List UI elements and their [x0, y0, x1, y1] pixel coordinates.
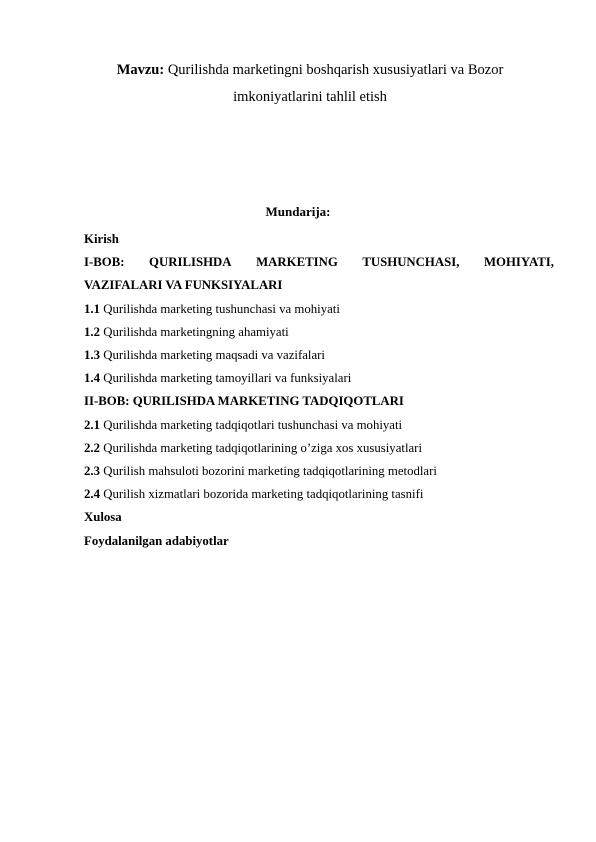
toc-item — [84, 321, 554, 344]
toc-item — [84, 460, 554, 483]
chapter-1-word: I-BOB: — [84, 255, 125, 270]
topic-title — [84, 57, 536, 111]
table-of-contents — [84, 228, 554, 553]
toc-item-text: Qurilishda marketing tadqiqotlari tushunchasi va mohiyati — [103, 417, 403, 432]
toc-conclusion: Xulosa — [84, 510, 122, 525]
toc-item-number: 1.2 — [84, 324, 100, 339]
toc-item-text: Qurilish mahsuloti bozorini marketing tadqiqotlarining metodlari — [103, 464, 437, 479]
toc-chapter-1-line-1 — [84, 251, 554, 274]
toc-chapter-1-line-2: VAZIFALARI VA FUNKSIYALARI — [84, 278, 283, 293]
toc-item-text: Qurilish xizmatlari bozorida marketing tadqiqotlarining tasnifi — [103, 487, 424, 502]
topic-label: Mavzu: — [116, 62, 165, 78]
toc-heading: Mundarija: — [265, 204, 331, 219]
toc-item-number: 1.3 — [84, 348, 100, 363]
toc-item-text: Qurilishda marketing tadqiqotlarining o’ziga xos xususiyatlari — [103, 440, 422, 455]
topic-title-line-2: imkoniyatlarini tahlil etish — [233, 89, 387, 105]
toc-item-number: 1.1 — [84, 301, 100, 316]
toc-item-text: Qurilishda marketing tamoyillari va funksiyalari — [103, 371, 352, 386]
toc-references: Foydalanilgan adabiyotlar — [84, 533, 229, 548]
toc-item — [84, 414, 554, 437]
toc-item-number: 2.1 — [84, 417, 100, 432]
toc-item — [84, 344, 554, 367]
topic-title-line-1 — [84, 57, 536, 84]
toc-item-text: Qurilishda marketingning ahamiyati — [103, 324, 289, 339]
toc-item-number: 2.4 — [84, 487, 100, 502]
topic-text-1: Qurilishda marketingni boshqarish xususiyatlari va Bozor — [167, 62, 504, 78]
toc-item — [84, 367, 554, 390]
chapter-1-word: QURILISHDA — [149, 255, 232, 270]
chapter-1-word: MARKETING — [256, 255, 338, 270]
toc-item — [84, 483, 554, 506]
chapter-1-word: MOHIYATI, — [483, 255, 554, 270]
chapter-1-word: TUSHUNCHASI, — [362, 255, 460, 270]
toc-item-number: 2.2 — [84, 440, 100, 455]
toc-item — [84, 298, 554, 321]
toc-item — [84, 437, 554, 460]
toc-item-text: Qurilishda marketing tushunchasi va mohiyati — [103, 301, 340, 316]
toc-item-text: Qurilishda marketing maqsadi va vazifalari — [103, 348, 325, 363]
toc-intro: Kirish — [84, 232, 119, 246]
toc-item-number: 2.3 — [84, 464, 100, 479]
toc-chapter-2: II-BOB: QURILISHDA MARKETING TADQIQOTLARI — [84, 394, 404, 409]
toc-item-number: 1.4 — [84, 371, 100, 386]
